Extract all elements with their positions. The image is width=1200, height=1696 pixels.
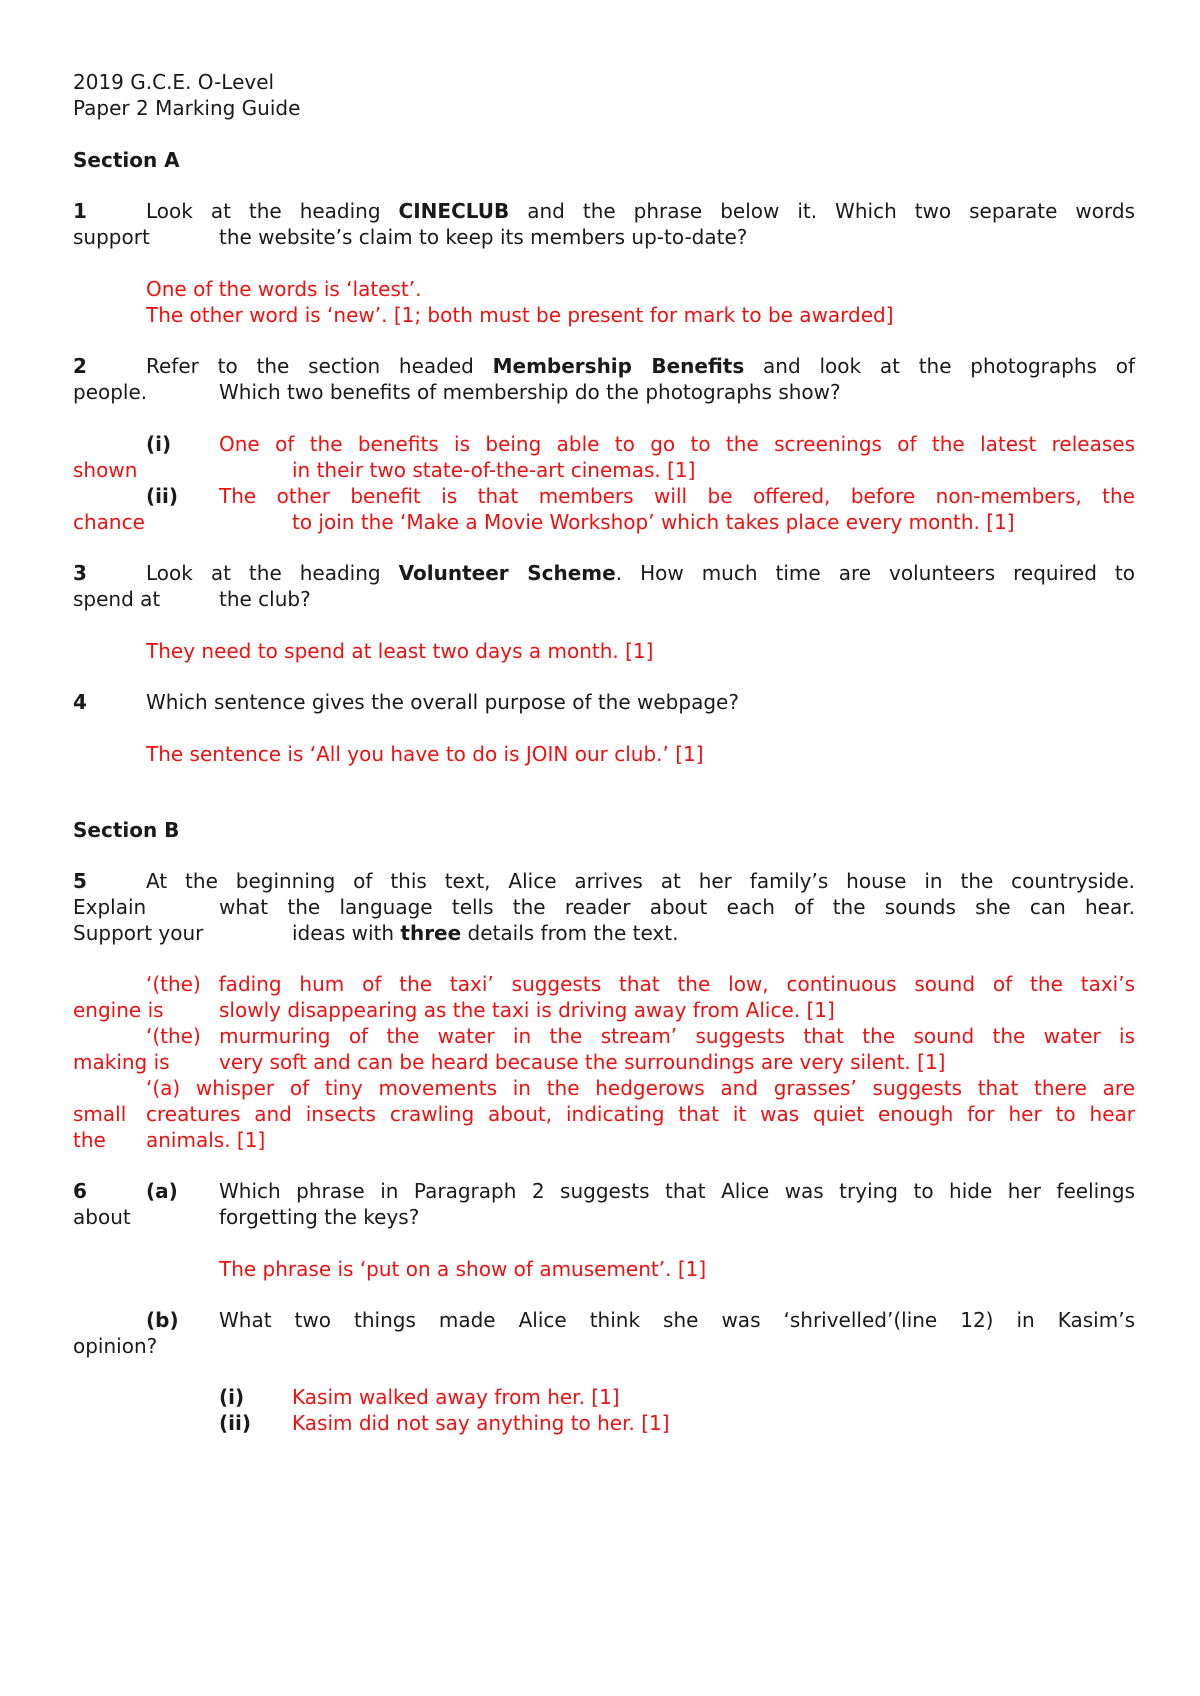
question-number: 4 — [73, 690, 87, 714]
question-number: 3 — [73, 561, 87, 585]
question-5: 5 At the beginning of this text, Alice arrives at her family’s house in the countryside. — [73, 869, 1135, 893]
question-number: 5 — [73, 869, 87, 893]
question-1: 1 Look at the heading CINECLUB and the phrase below it. Which two separate words — [73, 199, 1135, 223]
question-number: 6 — [73, 1179, 87, 1203]
question-6a-continued: about forgetting the keys? — [73, 1205, 420, 1229]
document-subtitle: Paper 2 Marking Guide — [73, 96, 301, 120]
answer-2-ii-continued: chance to join the ‘Make a Movie Workshop’ which takes place every month. [1] — [73, 510, 1015, 534]
question-6b-continued: opinion? — [73, 1334, 158, 1358]
answer-1-line-2: The other word is ‘new’. [1; both must be present for mark to be awarded] — [146, 303, 894, 327]
question-3-continued: spend at the club? — [73, 587, 311, 611]
question-1-continued: support the website’s claim to keep its members up-to-date? — [73, 225, 748, 249]
answer-4: The sentence is ‘All you have to do is JOIN our club.’ [1] — [146, 742, 704, 766]
answer-5-point-3-continued: small creatures and insects crawling about, indicating that it was quiet enough for her to hear — [73, 1102, 1135, 1126]
question-5-line-2: Explain what the language tells the reader about each of the sounds she can hear. — [73, 895, 1135, 919]
question-2: 2 Refer to the section headed Membership Benefits and look at the photographs of — [73, 354, 1135, 378]
question-6a: 6 (a) Which phrase in Paragraph 2 suggests that Alice was trying to hide her feelings — [73, 1179, 1135, 1203]
question-2-continued: people. Which two benefits of membership do the photographs show? — [73, 380, 841, 404]
answer-5-point-3-end: the animals. [1] — [73, 1128, 266, 1152]
section-b-heading: Section B — [73, 818, 180, 842]
answer-3: They need to spend at least two days a month. [1] — [146, 639, 654, 663]
answer-1-line-1: One of the words is ‘latest’. — [146, 277, 422, 301]
question-3: 3 Look at the heading Volunteer Scheme. How much time are volunteers required to — [73, 561, 1135, 585]
section-a-heading: Section A — [73, 148, 180, 172]
document-title: 2019 G.C.E. O-Level — [73, 70, 275, 94]
answer-5-point-2-continued: making is very soft and can be heard because the surroundings are very silent. [1] — [73, 1050, 946, 1074]
question-number: 2 — [73, 354, 87, 378]
answer-2-i-continued: shown in their two state-of-the-art cinemas. [1] — [73, 458, 696, 482]
question-5-line-3: Support your ideas with three details from the text. — [73, 921, 679, 945]
question-number: 1 — [73, 199, 87, 223]
answer-5-point-1-continued: engine is slowly disappearing as the taxi is driving away from Alice. [1] — [73, 998, 835, 1022]
question-4: 4 Which sentence gives the overall purpose of the webpage? — [73, 690, 739, 714]
answer-6a: The phrase is ‘put on a show of amusement’. [1] — [219, 1257, 707, 1281]
